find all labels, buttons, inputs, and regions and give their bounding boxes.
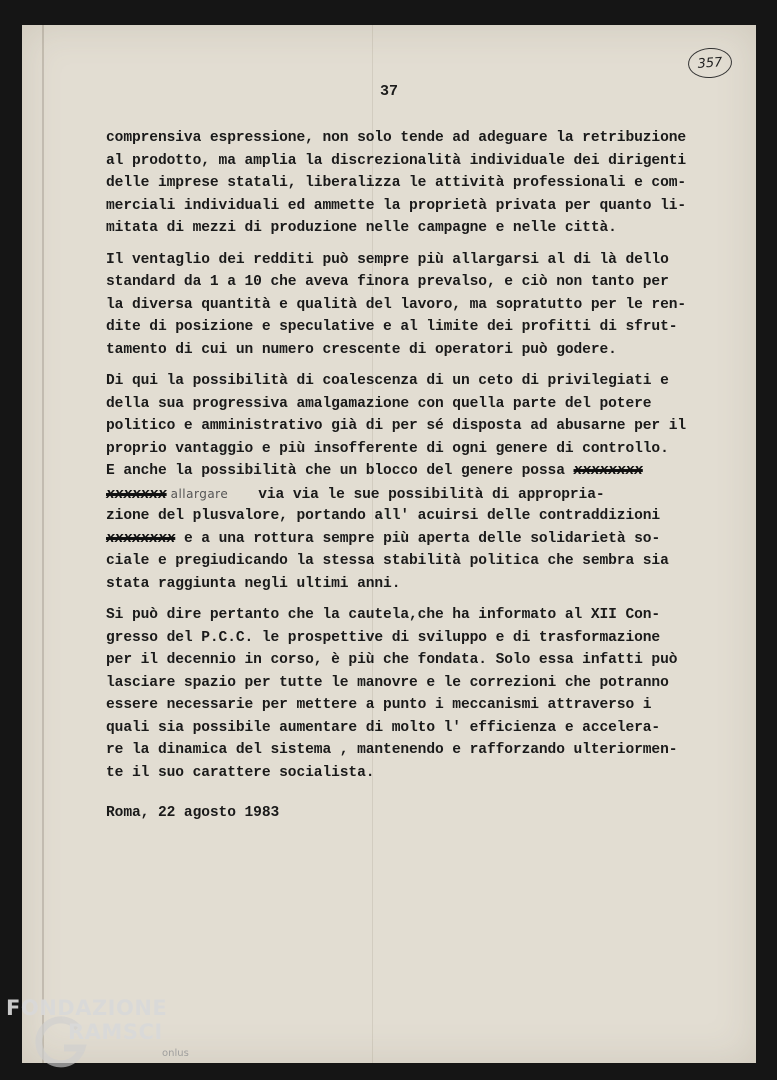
text-line: te il suo carattere socialista. <box>106 764 375 781</box>
text-line: Di qui la possibilità di coalescenza di un ceto di privilegiati e <box>106 373 669 389</box>
text-line: al prodotto, ma amplia la discrezionalità individuale dei dirigenti <box>106 152 687 169</box>
signature-date: Roma, 22 agosto 1983 <box>106 805 280 821</box>
text-line: merciali individuali ed ammette la proprietà privata per quanto li- <box>106 197 687 214</box>
struck-out-text: xxxxxxxx <box>106 530 176 547</box>
text-line: delle imprese statali, liberalizza le attività professionali e com- <box>106 175 687 191</box>
text-line: per il decennio in corso, è più che fondata. Solo essa infatti può <box>106 652 678 668</box>
text-line: politico e amministrativo già di per sé disposta ad abusarne per il <box>106 418 687 434</box>
watermark-line-1: FONDAZIONE <box>6 996 168 1020</box>
watermark-line-2: RAMSCI <box>68 1020 163 1044</box>
text-line: re la dinamica del sistema , mantenendo e rafforzando ulteriormen- <box>106 742 678 758</box>
archive-stamp: 357 <box>687 47 733 80</box>
text-line <box>106 460 736 483</box>
text-line: della sua progressiva amalgamazione con quella parte del potere <box>106 395 652 412</box>
text-line: comprensiva espressione, non solo tende ad adeguare la retribuzione <box>106 130 687 146</box>
text-line <box>106 528 736 551</box>
text-line: la diversa quantità e qualità del lavoro, ma sopratutto per le ren- <box>106 296 687 313</box>
handwritten-insertion: allargare <box>170 486 229 501</box>
text-line: tamento di cui un numero crescente di operatori può godere. <box>106 341 617 358</box>
text-line: ciale e pregiudicando la stessa stabilità politica che sembra sia <box>106 553 669 569</box>
text-line: mitata di mezzi di produzione nelle campagne e nelle città. <box>106 220 617 236</box>
struck-out-text: xxxxxxx <box>106 486 167 503</box>
paragraph-1 <box>106 127 736 240</box>
margin-line <box>42 25 44 1063</box>
text-line: standard da 1 a 10 che aveva finora prevalso, e ciò non tanto per <box>106 274 669 290</box>
text-line: quali sia possibile aumentare di molto l' efficienza e accelera- <box>106 719 661 736</box>
text-line: stata raggiunta negli ultimi anni. <box>106 575 401 592</box>
text-segment: E anche la possibilità che un blocco del genere possa <box>106 463 565 479</box>
text-line: Il ventaglio dei redditi può sempre più allargarsi al di là dello <box>106 251 669 268</box>
text-segment: e a una rottura sempre più aperta delle solidarietà so- <box>183 530 661 547</box>
text-line <box>106 483 736 506</box>
paragraph-2 <box>106 249 736 362</box>
paragraph-3 <box>106 370 736 595</box>
text-segment: via via le sue possibilità di appropria- <box>258 486 605 503</box>
text-line: Si può dire pertanto che la cautela,che ha informato al XII Con- <box>106 607 661 623</box>
watermark-logo <box>6 996 206 1076</box>
text-line: gresso del P.C.C. le prospettive di sviluppo e di trasformazione <box>106 629 661 646</box>
text-line: dite di posizione e speculative e al limite dei profitti di sfrut- <box>106 319 678 335</box>
paragraph-4 <box>106 604 736 784</box>
document-body <box>106 127 736 825</box>
watermark-line-3: onlus <box>162 1048 189 1059</box>
text-line: zione del plusvalore, portando all' acuirsi delle contraddizioni <box>106 508 661 524</box>
text-line: proprio vantaggio e più insofferente di ogni genere di controllo. <box>106 440 669 457</box>
page-number: 37 <box>379 83 398 100</box>
document-page <box>22 25 756 1063</box>
text-line: essere necessarie per mettere a punto i meccanismi attraverso i <box>106 697 652 713</box>
struck-out-text: xxxxxxxx <box>573 463 643 479</box>
text-line: lasciare spazio per tutte le manovre e le correzioni che potranno <box>106 674 669 691</box>
